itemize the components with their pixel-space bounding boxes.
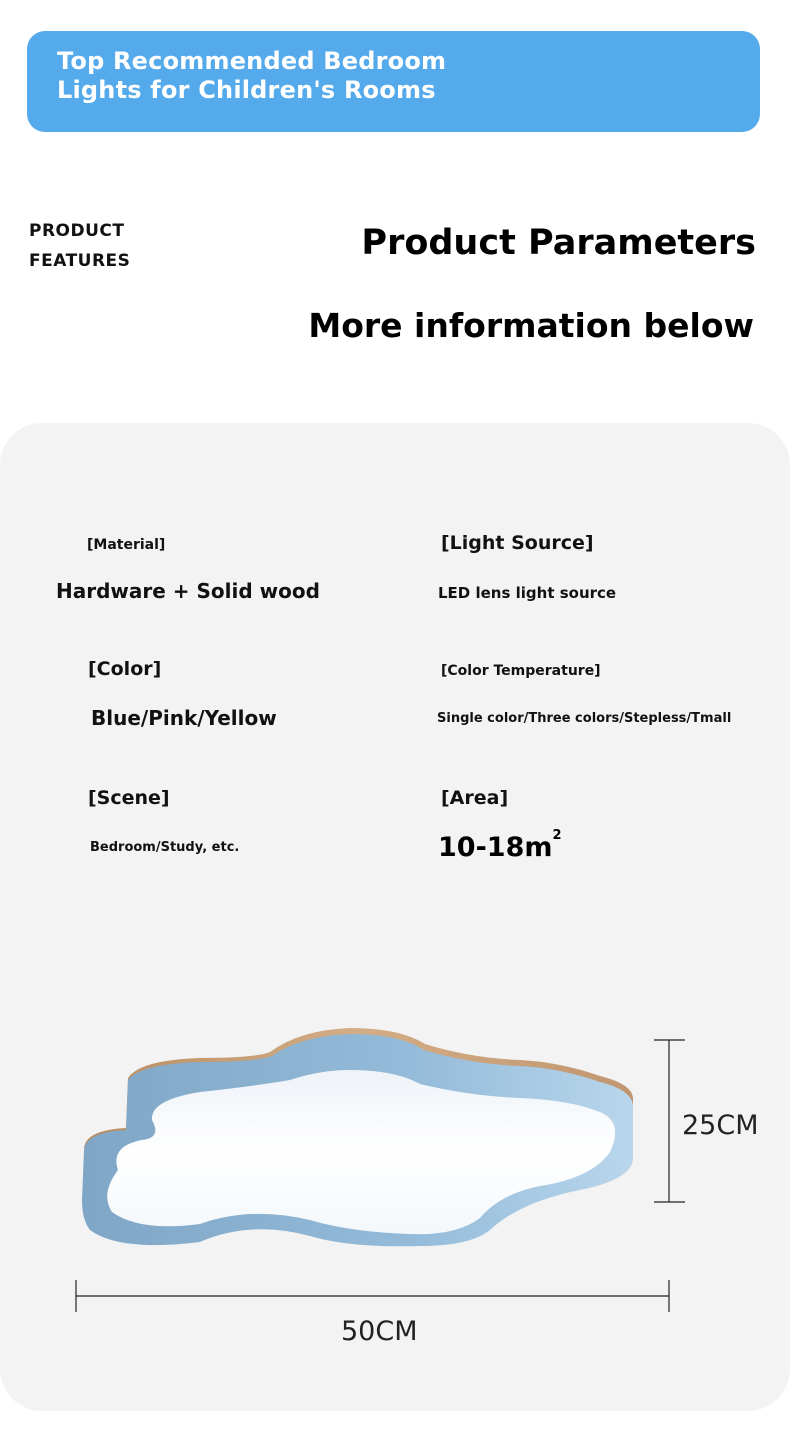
- color-label: [Color]: [88, 658, 162, 680]
- material-label: [Material]: [87, 537, 166, 553]
- features-line-2: FEATURES: [29, 251, 131, 271]
- more-info-heading: More information below: [308, 306, 754, 345]
- product-features-label: [29, 216, 130, 276]
- area-value: [438, 828, 562, 863]
- height-dimension-label: 25CM: [682, 1110, 759, 1141]
- color-temperature-label: [Color Temperature]: [441, 663, 601, 679]
- width-dimension-label: 50CM: [341, 1316, 418, 1347]
- light-source-value: LED lens light source: [438, 584, 617, 602]
- area-label: [Area]: [441, 787, 509, 809]
- light-source-label: [Light Source]: [441, 532, 594, 554]
- material-value: Hardware + Solid wood: [56, 579, 320, 603]
- color-temperature-value: Single color/Three colors/Stepless/Tmall: [437, 711, 732, 726]
- scene-label: [Scene]: [88, 787, 170, 809]
- color-value: Blue/Pink/Yellow: [91, 706, 277, 730]
- area-number: 10-18m: [438, 832, 553, 863]
- cloud-ceiling-lamp-illustration: [0, 980, 790, 1360]
- banner-title-line-2: Lights for Children's Rooms: [57, 76, 436, 104]
- banner-title-line-1: Top Recommended Bedroom: [57, 47, 447, 75]
- title-banner: [27, 31, 760, 132]
- area-unit-superscript: 2: [552, 828, 562, 843]
- product-parameters-heading: Product Parameters: [361, 223, 756, 263]
- scene-value: Bedroom/Study, etc.: [90, 840, 240, 855]
- features-line-1: PRODUCT: [29, 221, 125, 241]
